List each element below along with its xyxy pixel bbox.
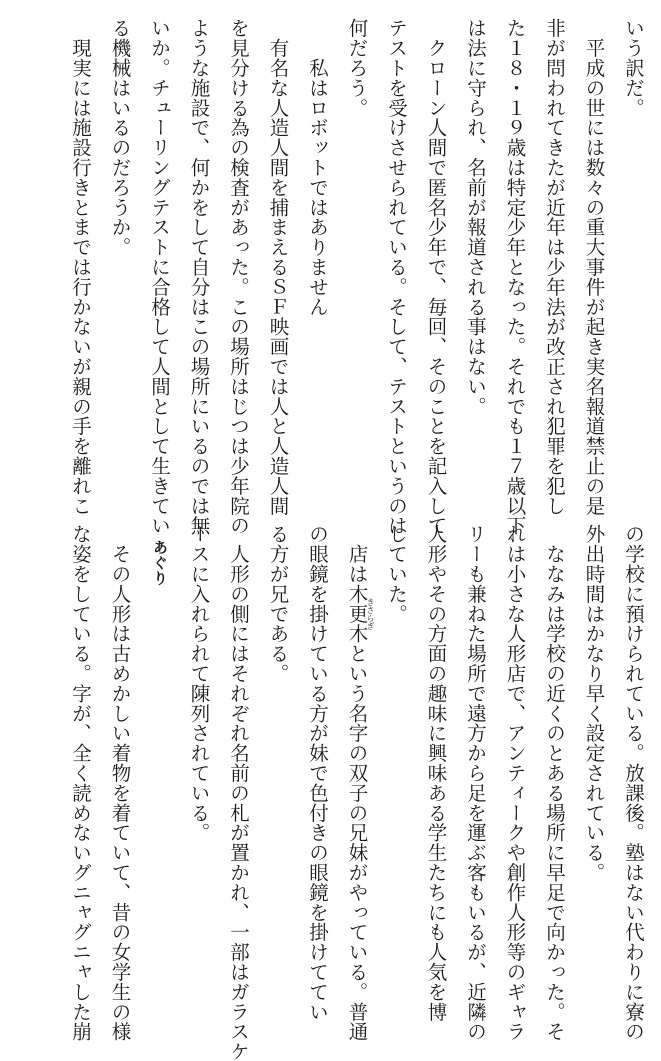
text-line: 人形の側にはそれぞれ名前の札が置かれ、一部はガラスケ bbox=[227, 524, 250, 1061]
text-line: クローン人間で匿名少年で、毎回、そのことを記入して bbox=[424, 18, 448, 536]
furigana-kisaragi: きさらぎ bbox=[366, 598, 375, 630]
text-line: その人形は古めかしい着物を着ていて、昔の女学生の様 bbox=[108, 524, 132, 1042]
text-line: ースに入れられて陳列されている。 bbox=[187, 524, 211, 843]
text-line: る機械はいるのだろうか。 bbox=[108, 18, 132, 257]
text-line: ななみは学校の近くのとある場所に早足で向かった。そ bbox=[543, 524, 566, 1042]
text-line: は法に守られ、名前が報道される事はない。 bbox=[464, 18, 487, 416]
text-line: な姿をしている。字が、全く読めないグニャグニャした崩 bbox=[69, 524, 92, 1042]
text-line: 何だろう。 bbox=[345, 18, 369, 118]
text-line: 平成の世には数々の重大事件が起き実名報道禁止の是 bbox=[582, 18, 606, 516]
text-line: 人形やその方面の趣味に興味ある学生たちにも人気を博 bbox=[424, 524, 448, 1022]
text-line: 店は木更木という名字の双子の兄妹がやっている。普通 bbox=[345, 524, 369, 1042]
text-line: 現実には施設行きとまでは行かないが親の手を離れこ bbox=[69, 18, 92, 516]
text-line: た１８・１９歳は特定少年となった。それでも１７歳以下 bbox=[503, 18, 527, 536]
text-line: 外出時間はかなり早く設定されている。 bbox=[582, 524, 606, 883]
text-line: 非が問われてきたが近年は少年法が改正され犯罪を犯し bbox=[543, 18, 566, 516]
text-line: テストを受けさせられている。そして、テストというのは bbox=[385, 18, 408, 536]
text-line: していた。 bbox=[385, 524, 408, 624]
text-line: 私はロボットではありません bbox=[306, 18, 329, 317]
text-line: の学校に預けられている。放課後。塾はない代わりに寮の bbox=[622, 524, 645, 1042]
text-line: れは小さな人形店で、アンティークや創作人形等のギャラ bbox=[503, 524, 527, 1042]
text-line: いう訳だ。 bbox=[622, 18, 645, 118]
text-line: 有名な人造人間を捕まえるＳＦ映画では人と人造人間 bbox=[266, 18, 290, 516]
text-line: る方が兄である。 bbox=[266, 524, 290, 684]
text-line: リーも兼ねた場所で遠方から足を運ぶ客もいるが、近隣の bbox=[464, 524, 487, 1042]
text-column-top bbox=[61, 18, 654, 536]
text-line: を見分ける為の検査があった。この場所はじつは少年院の bbox=[227, 18, 250, 536]
doll-name-label: あぐり bbox=[151, 524, 169, 586]
text-line: ような施設で、何かをして自分はこの場所にいるのでは無 bbox=[187, 18, 211, 536]
text-line: の眼鏡を掛けている方が妹で色付きの眼鏡を掛けててい bbox=[306, 524, 329, 1022]
text-column-bottom bbox=[61, 524, 654, 1061]
text-line: いか。チューリングテストに合格して人間として生きてい bbox=[148, 18, 171, 536]
